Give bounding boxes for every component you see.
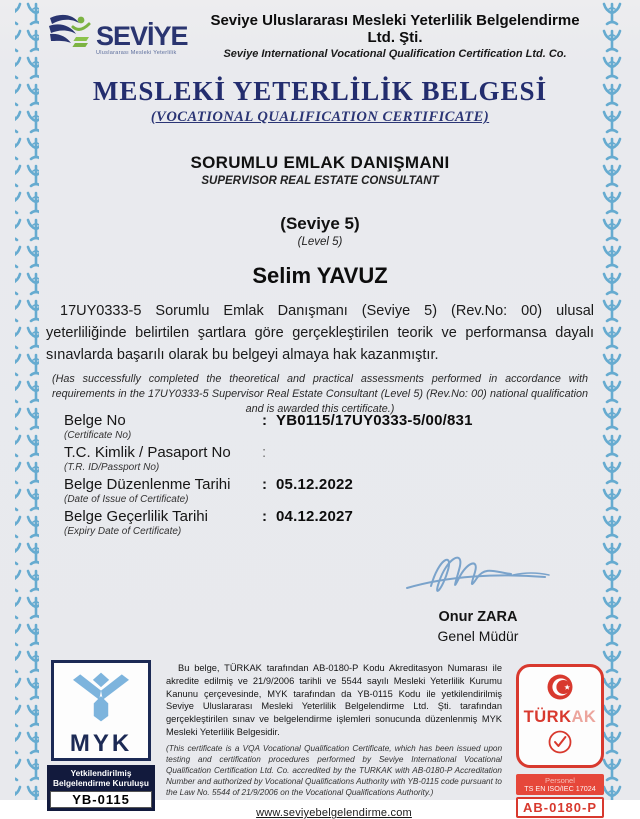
certificate-title-english: (VOCATIONAL QUALIFICATION CERTIFICATE) xyxy=(150,109,490,125)
certificate-fields xyxy=(64,412,574,540)
field-label-turkish: T.C. Kimlik / Pasaport No xyxy=(64,444,231,461)
fine-print-turkish: Bu belge, TÜRKAK tarafından AB-0180-P Kodu Akreditasyon Numarası ile akredite edilmiş ve 21/9/2006 tarihli ve 5544 sayılı Mesleki Yeterlilik Kurumu Kanunu çerçevesinde, MYK tarafından da YB-0115 Kodu ile yetkilendirilmiş Seviye Uluslararası Mesleki Yeterlilik Belgelendirme Ltd. Şti. tarafından gerçekleştirilen sınav ve belgelendirme işlemleri sonucunda düzenlenmiş MYK Mesleki Yeterlilik Belgesidir. xyxy=(166,663,502,738)
turkak-accreditation-code: AB-0180-P xyxy=(516,797,604,818)
field-colon: : xyxy=(262,444,267,461)
seviye-logo xyxy=(46,10,196,56)
turkak-logo xyxy=(516,664,604,768)
field-colon: : xyxy=(262,508,267,525)
signatory-name: Onur ZARA xyxy=(438,609,518,625)
footer xyxy=(40,660,608,819)
myk-authorization-code: YB-0115 xyxy=(50,791,152,808)
field-label-turkish: Belge Düzenlenme Tarihi xyxy=(64,476,231,493)
issuer-name-turkish: Seviye Uluslararası Mesleki Yeterlilik Belgelendirme Ltd. Şti. xyxy=(210,12,580,46)
field-value-certificate-no: YB0115/17UY0333-5/00/831 xyxy=(276,412,473,429)
field-label xyxy=(64,508,262,537)
myk-authorized-body-box xyxy=(47,765,155,811)
field-label-english: (T.R. ID/Passport No) xyxy=(64,462,160,473)
field-label-turkish: Belge No xyxy=(64,412,126,429)
myk-logo xyxy=(51,660,151,761)
myk-trident-icon xyxy=(59,669,143,725)
field-label-turkish: Belge Geçerlilik Tarihi xyxy=(64,508,208,525)
statement-turkish: 17UY0333-5 Sorumlu Emlak Danışmanı (Seviye 5) (Rev.No: 00) ulusal yeterliliğinde belirtilen şartlara göre gerçekleştirilen teorik ve performansa dayalı sınavlarda başarılı olarak bu belgeyi almaya hak kazanmıştır. xyxy=(46,303,594,363)
myk-accreditation-block xyxy=(40,660,156,811)
field-value-issue-date: 05.12.2022 xyxy=(276,476,354,493)
turkak-word-solid: TÜRK xyxy=(523,708,572,726)
checkmark-circle-icon xyxy=(547,729,573,755)
signature-block xyxy=(388,546,568,644)
turkak-standard-label: TS EN ISO/IEC 17024 xyxy=(524,783,596,793)
turkish-flag-crescent-icon xyxy=(546,673,574,701)
field-row-certificate-no xyxy=(64,412,574,441)
signatory-title: Genel Müdür xyxy=(437,628,519,644)
field-label-english: (Expiry Date of Certificate) xyxy=(64,526,182,537)
field-colon: : xyxy=(262,412,267,429)
myk-auth-line1: Yetkilendirilmiş xyxy=(70,768,132,778)
website-link: www.seviyebelgelendirme.com xyxy=(256,807,412,819)
certificate-title-turkish: MESLEKİ YETERLİLİK BELGESİ xyxy=(92,76,548,106)
seviye-wordmark xyxy=(96,20,188,57)
seviye-logo-text: SEVİYE xyxy=(96,20,188,51)
occupation-english: SUPERVISOR REAL ESTATE CONSULTANT xyxy=(201,175,439,187)
seviye-logo-icon xyxy=(46,10,94,56)
seviye-logo-tagline: Uluslararası Mesleki Yeterlilik xyxy=(96,49,177,56)
field-label xyxy=(64,476,262,505)
field-label-english: (Date of Issue of Certificate) xyxy=(64,494,189,505)
footer-fine-print xyxy=(166,660,502,819)
level-english: (Level 5) xyxy=(297,236,343,248)
turkak-standard-box xyxy=(516,774,604,796)
certificate-holder-name: Selim YAVUZ xyxy=(252,263,388,288)
field-value-id-passport-no xyxy=(276,444,574,473)
field-value-expiry-date: 04.12.2027 xyxy=(276,508,354,525)
field-colon: : xyxy=(262,476,267,493)
occupation-turkish: SORUMLU EMLAK DANIŞMANI xyxy=(190,153,450,172)
field-label-english: (Certificate No) xyxy=(64,430,132,441)
issuer-company xyxy=(196,6,594,60)
header xyxy=(46,6,594,60)
myk-auth-line2: Belgelendirme Kuruluşu xyxy=(53,778,149,789)
field-row-issue-date xyxy=(64,476,574,505)
turkak-personel-label: Personel xyxy=(545,775,575,785)
field-row-expiry-date xyxy=(64,508,574,537)
field-label xyxy=(64,444,262,473)
level-turkish: (Seviye 5) xyxy=(280,214,360,233)
handwritten-signature xyxy=(393,546,563,602)
myk-acronym: MYK xyxy=(69,730,133,757)
statement-english: (Has successfully completed the theoretical and practical assessments performed in accordance with requirements in the 17UY0333-5 Supervisor Real Estate Consultant (Level 5) (Rev.No: 00) national qualification and is awarded this certificate.) xyxy=(52,373,588,416)
fine-print-english: (This certificate is a VQA Vocational Qualification Certificate, which has been issued upon testing and certification procedures performed by Seviye International Vocational Qualification Certification Ltd. Co. accredited by the TURKAK with AB-0180-P Accreditation Number and authorized by Vocational Qualifications Authority with YB-0115 code pursuant to the Law No. 5544 of 21/9/2006 on the Vocational Qualifications Authority.) xyxy=(166,743,502,798)
turkak-accreditation-block xyxy=(512,660,608,818)
issuer-name-english: Seviye International Vocational Qualification Certification Ltd. Co. xyxy=(223,48,567,60)
turkak-word-light: AK xyxy=(571,708,597,726)
field-label xyxy=(64,412,262,441)
field-row-id-passport-no xyxy=(64,444,574,473)
turkak-wordmark xyxy=(521,709,599,726)
